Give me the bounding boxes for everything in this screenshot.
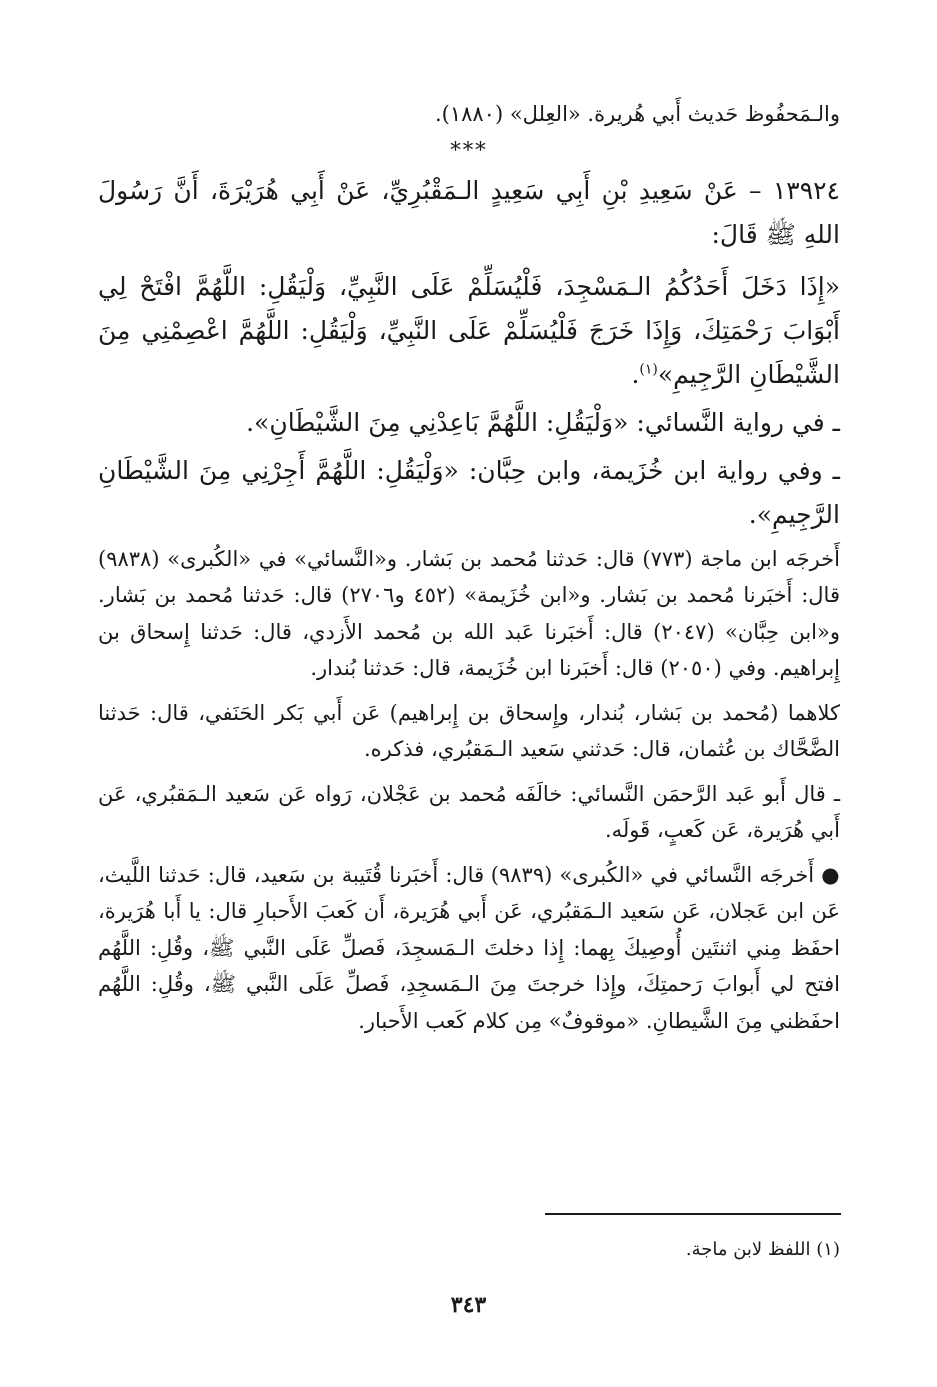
takhrij-paragraph: كلاهما (مُحمد بن بَشار، بُندار، وإِسحاق بن إِبراهيم) عَن أَبي بَكر الحَنَفي، قال: حَدثنا الضَّحَّاك بن عُثمان، قال: حَدثني سَعيد الـمَقبُري، فذكره. [98, 700, 840, 761]
section-separator: *** [450, 137, 488, 162]
hadith-intro: – عَنْ سَعِيدِ بْنِ أَبِي سَعِيدٍ الـمَقْبُرِيِّ، عَنْ أَبِي هُرَيْرَةَ، أَنَّ رَسُولَ اللهِ ﷺ قَالَ: [98, 175, 840, 249]
footnote: (١) اللفظ لابن ماجة. [685, 1239, 840, 1260]
takhrij-paragraph: ● أَخرجَه النَّسائي في «الكُبرى» (٩٨٣٩) قال: أَخبَرنا قُتَيبة بن سَعيد، قال: حَدثنا اللَّيث، عَن ابن عَجلان، عَن سَعيد الـمَقبُري، عَن أَبي هُرَيرة، أَن كَعبَ الأَحبارِ قال: يا أَبا هُرَيرة، احفَظ مِني اثنتَين أُوصِيكَ بِهما: إِذا دخلتَ الـمَسجِدَ، فَصلِّ عَلَى النَّبي ﷺ، وقُلِ: اللَّهُم افتح لي أَبوابَ رَحمتِكَ، وإِذا خرجتَ مِنَ الـمَسجِدِ، فَصلِّ عَلَى النَّبي ﷺ، وقُلِ: اللَّهُم احفَظني مِنَ الشَّيطانِ. «موقوفٌ» مِن كلام كَعب الأَحبار. [98, 862, 840, 1033]
footnote-reference: (١) [639, 361, 658, 378]
variant-nasai: ـ في رواية النَّسائي: «وَلْيَقُلِ: اللَّهُمَّ بَاعِدْنِي مِنَ الشَّيْطَانِ». [246, 407, 840, 437]
page-number: ٣٤٣ [450, 1292, 487, 1318]
page-body [98, 96, 840, 1039]
hadith-text: «إِذَا دَخَلَ أَحَدُكُمُ الـمَسْجِدَ، فَلْيُسَلِّمْ عَلَى النَّبِيِّ، وَلْيَقُلِ: اللَّهُمَّ افْتَحْ لِي أَبْوَابَ رَحْمَتِكَ، وَإِذَا خَرَجَ فَلْيُسَلِّمْ عَلَى النَّبِيِّ، وَلْيَقُلِ: اللَّهُمَّ اعْصِمْنِي مِنَ الشَّيْطَانِ الرَّجِيمِ»$^{(١)}$. [98, 271, 841, 389]
takhrij-paragraph: أَخرجَه ابن ماجة (٧٧٣) قال: حَدثنا مُحمد بن بَشار. و«النَّسائي» في «الكُبرى» (٩٨٣٨) قال: أَخبَرنا مُحمد بن بَشار. و«ابن خُزَيمة» (٤٥٢ و٢٧٠٦) قال: حَدثنا مُحمد بن بَشار. و«ابن حِبَّان» (٢٠٤٧) قال: أَخبَرنا عَبد الله بن مُحمد الأَزدي، قال: حَدثنا إِسحاق بن إِبراهيم. وفي (٢٠٥٠) قال: أَخبَرنا ابن خُزَيمة، قال: حَدثنا بُندار. [98, 546, 841, 680]
hadith-matn: «إِذَا دَخَلَ أَحَدُكُمُ الـمَسْجِدَ، فَلْيُسَلِّمْ عَلَى النَّبِيِّ، وَلْيَقُلِ: اللَّهُمَّ افْتَحْ لِي أَبْوَابَ رَحْمَتِكَ، وَإِذَا خَرَجَ فَلْيُسَلِّمْ عَلَى النَّبِيِّ، وَلْيَقُلِ: اللَّهُمَّ اعْصِمْنِي مِنَ الشَّيْطَانِ الرَّجِيمِ» [98, 271, 841, 389]
footnote-divider [545, 1213, 841, 1215]
hadith-heading [98, 169, 840, 257]
top-line: والـمَحفُوظ حَديث أَبي هُريرة. «العِلل» (١٨٨٠). [434, 102, 840, 126]
variant-khuzaymah-hibban: ـ وفي رواية ابن خُزَيمة، وابن حِبَّان: «وَلْيَقُلِ: اللَّهُمَّ أَجِرْنِي مِنَ الشَّيْطَانِ الرَّجِيمِ». [98, 455, 840, 529]
hadith-number: ١٣٩٢٤ [772, 175, 840, 205]
takhrij-paragraph: ـ قال أَبو عَبد الرَّحمَن النَّسائي: خالَفَه مُحمد بن عَجْلان، رَواه عَن سَعيد الـمَقبُري، عَن أَبي هُرَيرة، عَن كَعبٍ، قَولَه. [98, 781, 840, 842]
